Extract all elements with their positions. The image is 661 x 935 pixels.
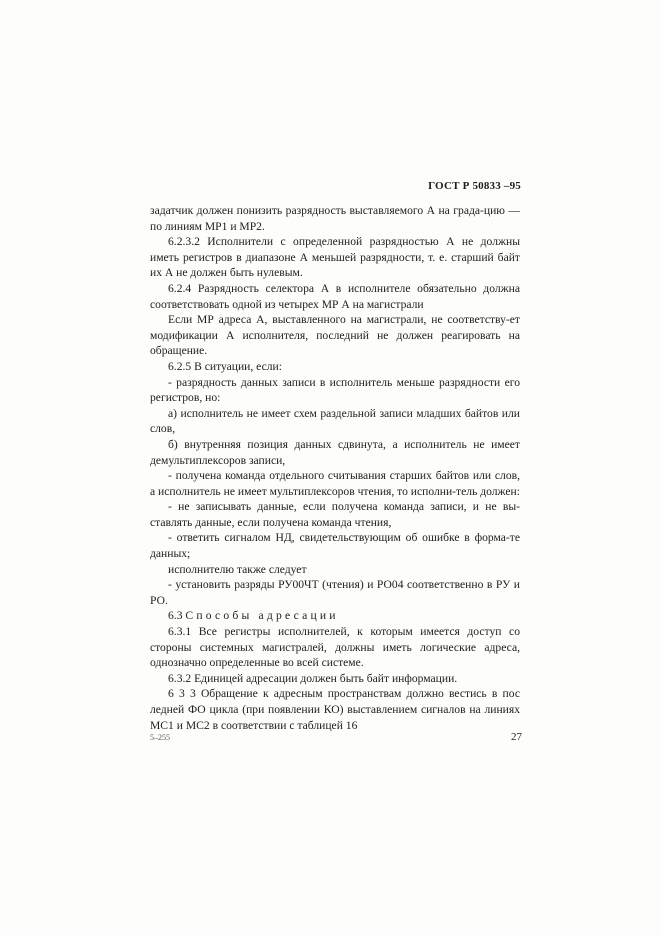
document-body [150,203,520,733]
paragraph: 6.3.2 Единицей адресации должен быть байт информации. [168,671,458,685]
document-header: ГОСТ Р 50833 –95 [428,180,521,192]
page-number: 27 [511,731,522,743]
section-number: 6.3 [168,609,186,623]
paragraph: задатчик должен понизить разрядность выставляемого А на града-цию — по линиям МР1 и МР2. [150,204,520,233]
section-title: Способы адресации [185,609,339,623]
paragraph: - установить разряды РУ00ЧТ (чтения) и РО04 соответственно в РУ и РО. [150,578,520,607]
paragraph: а) исполнитель не имеет схем раздельной записи младших байтов или слов, [150,406,520,436]
paragraph: 6.3.1 Все регистры исполнителей, к которым имеется доступ со стороны системных магистралей, должны иметь логические адреса, однозначно определенные во всей системе. [150,625,520,670]
paragraph: 6.2.4 Разрядность селектора А в исполнителе обязательно должна соответствовать одной из четырех МР А на магистрали [150,281,520,311]
paragraph: Если МР адреса А, выставленного на магистрали, не соответству-ет модификации А исполнителя, последний не должен реагировать на обращение. [150,313,520,358]
paragraph: - разрядность данных записи в исполнитель меньше разрядности его регистров, но: [150,375,520,405]
print-code: 5–255 [150,733,170,742]
paragraph: - ответить сигналом НД, свидетельствующим об ошибке в форма-те данных; [150,531,520,561]
paragraph: 6.2.3.2 Исполнители с определенной разрядностью А не должны иметь регистров в диапазоне А меньшей разрядности, т. е. старший байт их А не должен быть нулевым. [150,235,520,280]
paragraph: - получена команда отдельного считывания старших байтов или слов, а исполнитель не имеет мультиплексоров чтения, то исполни-тель должен: [150,469,520,498]
paragraph: исполнителю также следует [168,562,307,576]
section-heading [150,608,520,624]
paragraph: - не записывать данные, если получена команда записи, и не вы-ставлять данные, если получена команда чтения, [150,500,520,529]
paragraph: 6 3 3 Обращение к адресным пространствам должно вестись в пос ледней ФО цикла (при появлении КО) выставлением сигналов на линиях МС1 и МС2 в соответствии с таблицей 16 [150,687,520,732]
paragraph: 6.2.5 В ситуации, если: [168,359,282,373]
paragraph: б) внутренняя позиция данных сдвинута, а исполнитель не имеет демультиплексоров записи, [150,437,520,467]
